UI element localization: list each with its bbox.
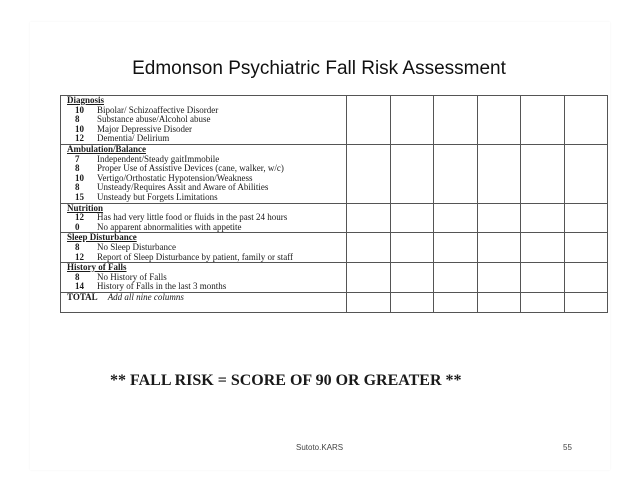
criterion-points: 12: [75, 133, 84, 144]
criterion-label: Has had very little food or fluids in the past 24 hours: [97, 212, 288, 223]
criterion-label: No History of Falls: [97, 271, 167, 282]
criterion-points: 14: [75, 281, 84, 292]
criterion-points: 8: [75, 182, 80, 193]
criterion-label: No apparent abnormalities with appetite: [97, 221, 242, 232]
footer-author: Sutoto.KARS: [296, 443, 344, 452]
total-score-cell[interactable]: [521, 292, 565, 312]
section-description-cell: [61, 263, 347, 293]
criterion-points: 12: [75, 212, 84, 223]
score-cell[interactable]: [477, 203, 521, 233]
criterion-label: Major Depressive Disoder: [97, 123, 192, 134]
section-heading: Ambulation/Balance: [67, 143, 147, 154]
score-cell[interactable]: [347, 233, 391, 263]
criterion-label: Independent/Steady gaitImmobile: [97, 153, 220, 164]
total-line: [61, 293, 346, 303]
score-cell[interactable]: [390, 203, 434, 233]
total-label: TOTAL: [67, 291, 98, 302]
score-cell[interactable]: [477, 233, 521, 263]
section-row: [61, 96, 608, 145]
score-cell[interactable]: [434, 144, 478, 203]
total-score-cell[interactable]: [564, 292, 608, 312]
assessment-table: [60, 95, 608, 313]
criterion-item: [61, 253, 346, 263]
score-cell[interactable]: [564, 203, 608, 233]
criterion-points: 10: [75, 104, 84, 115]
section-row: [61, 233, 608, 263]
criterion-points: 10: [75, 172, 84, 183]
total-score-cell[interactable]: [434, 292, 478, 312]
score-cell[interactable]: [521, 96, 565, 145]
criterion-label: Bipolar/ Schizoaffective Disorder: [97, 104, 219, 115]
score-cell[interactable]: [347, 203, 391, 233]
total-spacer: [61, 302, 346, 312]
criterion-label: History of Falls in the last 3 months: [97, 281, 227, 292]
total-score-cell[interactable]: [347, 292, 391, 312]
slide-title: Edmonson Psychiatric Fall Risk Assessment: [132, 58, 506, 79]
assessment-form: [60, 95, 608, 363]
score-cell[interactable]: [564, 263, 608, 293]
criterion-label: Unsteady/Requires Assit and Aware of Abilities: [97, 182, 269, 193]
score-cell[interactable]: [434, 263, 478, 293]
criterion-label: Substance abuse/Alcohol abuse: [97, 114, 211, 125]
score-cell[interactable]: [521, 144, 565, 203]
criterion-label: Unsteady but Forgets Limitations: [97, 191, 218, 202]
criterion-points: 10: [75, 123, 84, 134]
criterion-points: 12: [75, 251, 84, 262]
score-cell[interactable]: [434, 233, 478, 263]
score-cell[interactable]: [521, 233, 565, 263]
criterion-label: Dementia/ Delirium: [97, 133, 170, 144]
criterion-label: No Sleep Disturbance: [97, 241, 176, 252]
criterion-points: 8: [75, 163, 80, 174]
total-row: [61, 292, 608, 312]
fall-risk-threshold: ** FALL RISK = SCORE OF 90 OR GREATER **: [110, 372, 462, 389]
section-heading: Nutrition: [67, 202, 103, 213]
section-row: [61, 144, 608, 203]
section-description-cell: [61, 96, 347, 145]
total-score-cell[interactable]: [477, 292, 521, 312]
criterion-label: Vertigo/Orthostatic Hypotension/Weakness: [97, 172, 253, 183]
criterion-label: Report of Sleep Disturbance by patient, family or staff: [97, 251, 294, 262]
score-cell[interactable]: [477, 96, 521, 145]
section-heading: Sleep Disturbance: [67, 232, 137, 243]
score-cell[interactable]: [390, 144, 434, 203]
score-cell[interactable]: [564, 144, 608, 203]
section-heading: History of Falls: [67, 262, 127, 273]
score-cell[interactable]: [347, 144, 391, 203]
score-cell[interactable]: [477, 144, 521, 203]
score-cell[interactable]: [390, 96, 434, 145]
criterion-points: 0: [75, 221, 80, 232]
section-description-cell: [61, 144, 347, 203]
total-description-cell: [61, 292, 347, 312]
criterion-item: [61, 282, 346, 292]
criterion-item: [61, 223, 346, 233]
criterion-points: 8: [75, 114, 80, 125]
total-score-cell[interactable]: [390, 292, 434, 312]
score-cell[interactable]: [434, 203, 478, 233]
section-description-cell: [61, 233, 347, 263]
section-row: [61, 263, 608, 293]
page-number: 55: [563, 443, 572, 452]
score-cell[interactable]: [521, 203, 565, 233]
score-cell[interactable]: [521, 263, 565, 293]
score-cell[interactable]: [390, 263, 434, 293]
score-cell[interactable]: [347, 263, 391, 293]
score-cell[interactable]: [564, 96, 608, 145]
criterion-item: [61, 134, 346, 144]
criterion-points: 15: [75, 191, 84, 202]
criterion-points: 8: [75, 271, 80, 282]
criterion-item: [61, 193, 346, 203]
score-cell[interactable]: [564, 233, 608, 263]
score-cell[interactable]: [477, 263, 521, 293]
score-cell[interactable]: [390, 233, 434, 263]
section-heading: Diagnosis: [67, 95, 105, 105]
section-description-cell: [61, 203, 347, 233]
score-cell[interactable]: [347, 96, 391, 145]
section-row: [61, 203, 608, 233]
criterion-points: 7: [75, 153, 80, 164]
score-cell[interactable]: [434, 96, 478, 145]
criterion-label: Proper Use of Assistive Devices (cane, walker, w/c): [97, 163, 284, 174]
total-note: Add all nine columns: [107, 291, 184, 302]
criterion-points: 8: [75, 241, 80, 252]
